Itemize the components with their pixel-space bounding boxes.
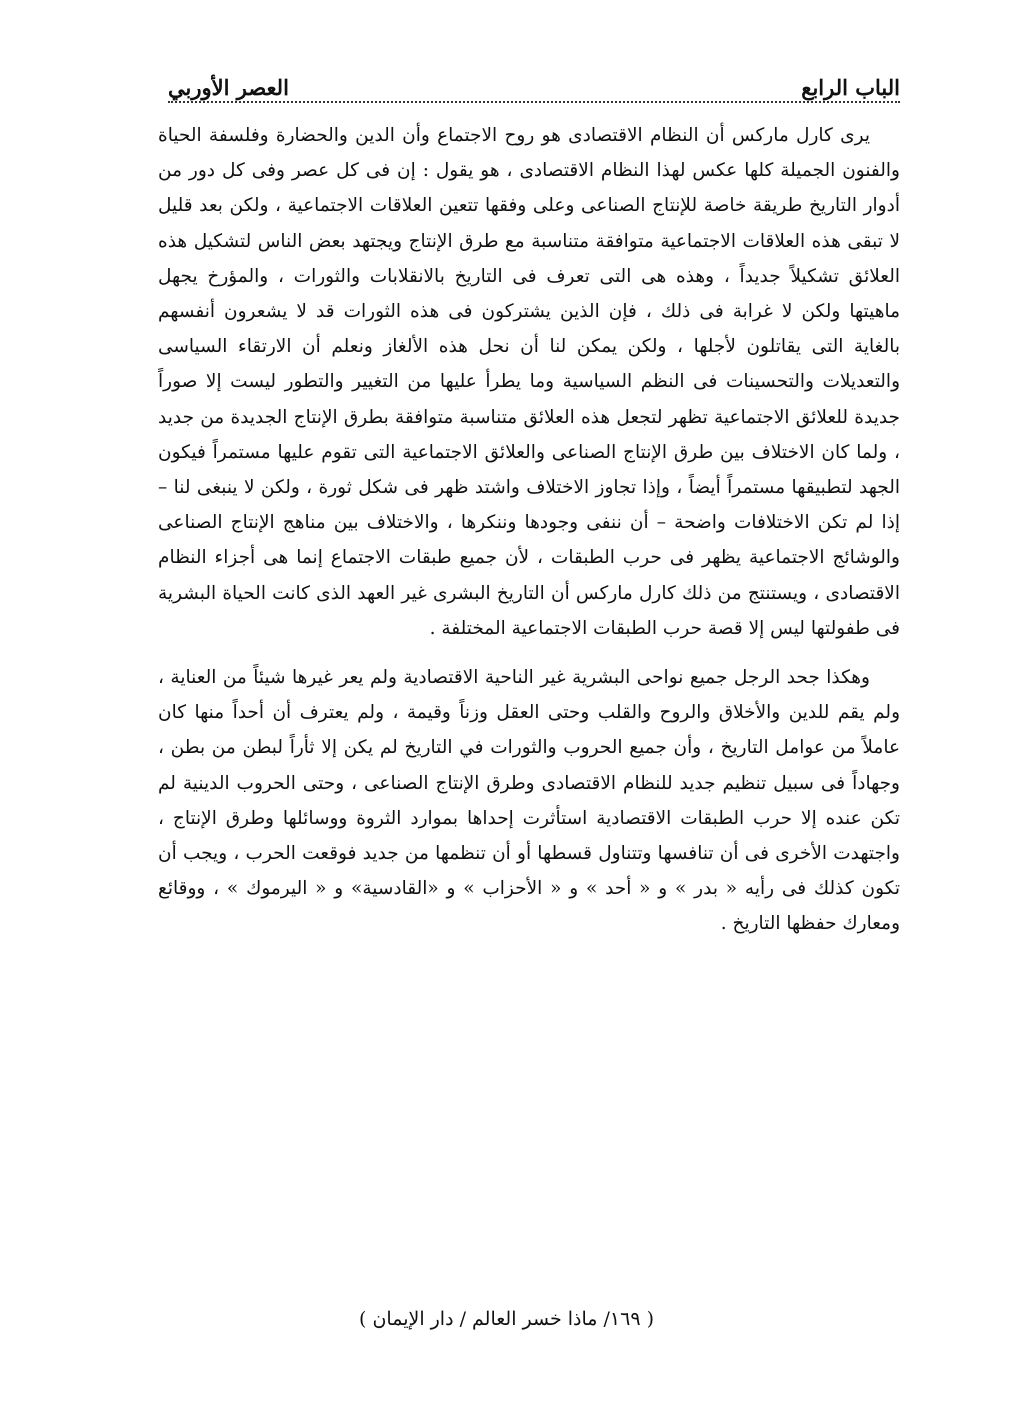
paragraph-1: يرى كارل ماركس أن النظام الاقتصادى هو روح الاجتماع وأن الدين والحضارة وفلسفة الحياة والفنون الجميلة كلها عكس لهذا النظام الاقتصادى ، هو يقول : إن فى كل عصر وفى كل دور من أدوار التاريخ طريقة خاصة للإنتاج الصناعى وعلى وفقها تتعين العلاقات الاجتماعية ، ولكن بعد قليل لا تبقى هذه العلاقات الاجتماعية متوافقة متناسبة مع طرق الإنتاج ويجتهد بعض الناس لتشكيل هذه العلائق تشكيلاً جديداً ، وهذه هى التى تعرف فى التاريخ بالانقلابات والثورات ، والمؤرخ يجهل ماهيتها ولكن لا غرابة فى ذلك ، فإن الذين يشتركون فى هذه الثورات قد لا يشعرون أنفسهم بالغاية التى يقاتلون لأجلها ، ولكن يمكن لنا أن نحل هذه الألغاز ونعلم أن الارتقاء السياسى والتعديلات والتحسينات فى النظم السياسية وما يطرأ عليها من التغيير والتطور ليست إلا صوراً جديدة للعلائق الاجتماعية تظهر لتجعل هذه العلائق متناسبة متوافقة بطرق الإنتاج الجديدة من جديد ، ولما كان الاختلاف بين طرق الإنتاج الصناعى والعلائق الاجتماعية التى تقوم عليها مستمراً فيكون الجهد لتطبيقها مستمراً أيضاً ، وإذا تجاوز الاختلاف واشتد ظهر فى شكل ثورة ، ولكن لا ينبغى لنا – إذا لم تكن الاختلافات واضحة – أن ننفى وجودها وننكرها ، والاختلاف بين مناهج الإنتاج الصناعى والوشائج الاجتماعية يظهر فى حرب الطبقات ، لأن جميع طبقات الاجتماع إنما هى أجزاء النظام الاقتصادى ، ويستنتج من ذلك كارل ماركس أن التاريخ البشرى غير العهد الذى كانت الحياة البشرية فى طفولتها ليس إلا قصة حرب الطبقات الاجتماعية المختلفة . [158, 125, 900, 639]
page-footer: ( ١٦٩/ ماذا خسر العالم / دار الإيمان ) [359, 1308, 654, 1330]
paragraph-2: وهكذا جحد الرجل جميع نواحى البشرية غير الناحية الاقتصادية ولم يعر غيرها شيئاً من العناية ، ولم يقم للدين والأخلاق والروح والقلب وحتى العقل وزناً وقيمة ، ولم يعترف أن أحداً منها كان عاملاً من عوامل التاريخ ، وأن جميع الحروب والثورات في التاريخ لم يكن إلا ثأراً لبطن من بطن ، وجهاداً فى سبيل تنظيم جديد للنظام الاقتصادى وطرق الإنتاج الصناعى ، وحتى الحروب الدينية لم تكن عنده إلا حرب الطبقات الاقتصادية استأثرت إحداها بموارد الثروة ووسائلها وطرق الإنتاج ، واجتهدت الأخرى فى أن تنافسها وتتناول قسطها أو أن تنظمها من جديد فوقعت الحرب ، ويجب أن تكون كذلك فى رأيه « بدر » و « أحد » و « الأحزاب » و «القادسية» و « اليرموك » ، ووقائع ومعارك حفظها التاريخ . [158, 667, 900, 935]
section-title: العصر الأوربي [168, 75, 289, 100]
body-text [158, 118, 900, 942]
chapter-title: الباب الرابع [801, 75, 900, 100]
running-head [168, 66, 900, 100]
header-divider [168, 101, 900, 103]
